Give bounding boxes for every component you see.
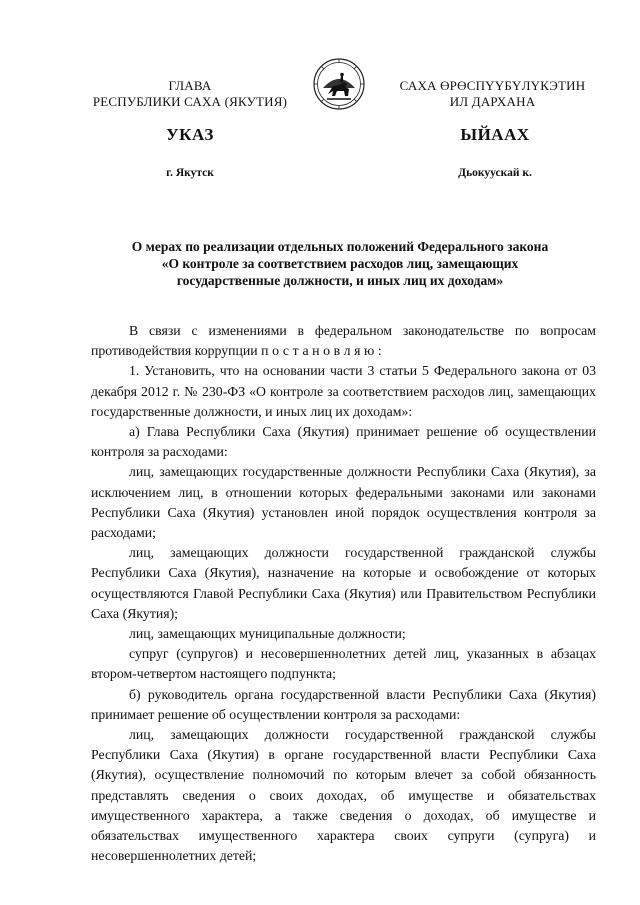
paragraph: 1. Установить, что на основании части 3 статьи 5 Федерального закона от 03 декабря 2012 г. № 230-ФЗ «О контроле за соответствием расходов лиц, замещающих государственные должности, и иных лиц их доходам»: bbox=[91, 363, 596, 419]
decree-title bbox=[80, 238, 600, 289]
paragraph bbox=[91, 321, 596, 361]
decree-title-line2: «О контроле за соответствием расходов лиц, замещающих bbox=[161, 256, 519, 271]
issuer-left-line2: РЕСПУБЛИКИ САХА (ЯКУТИЯ) bbox=[92, 94, 288, 109]
paragraph-text: В связи с изменениями в федеральном законодательстве по вопросам противодействия коррупции bbox=[91, 323, 596, 359]
decree-title-line3: государственные должности, и иных лиц их доходам» bbox=[176, 273, 504, 288]
coat-of-arms-icon bbox=[313, 58, 365, 110]
decree-body bbox=[91, 321, 596, 866]
paragraph: а) Глава Республики Саха (Якутия) принимает решение об осуществлении контроля за расходами: bbox=[91, 424, 596, 460]
issuer-right-line2: ИЛ ДАРХАНА bbox=[449, 94, 536, 109]
city-left: г. Якутск bbox=[166, 167, 214, 179]
issuer-left-line1: ГЛАВА bbox=[168, 78, 212, 93]
doc-type-right: ЫЙААХ bbox=[460, 125, 530, 144]
decree-word: постановляю: bbox=[261, 343, 386, 359]
issuer-right-line1: САХА ӨРӨСПҮҮБҮЛҮКЭТИН bbox=[399, 78, 586, 93]
paragraph: супруг (супругов) и несовершеннолетних детей лиц, указанных в абзацах втором-четвертом настоящего подпункта; bbox=[91, 646, 596, 682]
paragraph: лиц, замещающих государственные должности Республики Саха (Якутия), за исключением лиц, в отношении которых федеральными законами или законами Республики Саха (Якутия) установлен иной порядок осуществления контроля за расходами; bbox=[91, 464, 596, 541]
decree-title-line1: О мерах по реализации отдельных положений Федерального закона bbox=[131, 239, 549, 254]
issuer-left bbox=[70, 78, 310, 110]
city-right: Дьокуускай к. bbox=[458, 167, 532, 179]
paragraph: б) руководитель органа государственной власти Республики Саха (Якутия) принимает решение об осуществлении контроля за расходами: bbox=[91, 686, 596, 722]
paragraph: лиц, замещающих должности государственной гражданской службы Республики Саха (Якутия), назначение на которые и освобождение от которых осуществляются Главой Республики Саха (Якутия) или Правительством Республики Саха (Якутия); bbox=[91, 545, 596, 621]
issuer-right bbox=[385, 78, 600, 110]
paragraph: лиц, замещающих должности государственной гражданской службы Республики Саха (Якутия) в органе государственной власти Республики Саха (Якутия), осуществление полномочий по которым влечет за собой обязанность представлять сведения о своих доходах, об имуществе и обязательствах имущественного характера, а также сведения о доходах, об имуществе и обязательствах имущественного характера своих супруги (супруга) и несовершеннолетних детей; bbox=[91, 727, 596, 864]
paragraph: лиц, замещающих муниципальные должности; bbox=[129, 626, 406, 642]
doc-type-left: УКАЗ bbox=[166, 125, 214, 144]
